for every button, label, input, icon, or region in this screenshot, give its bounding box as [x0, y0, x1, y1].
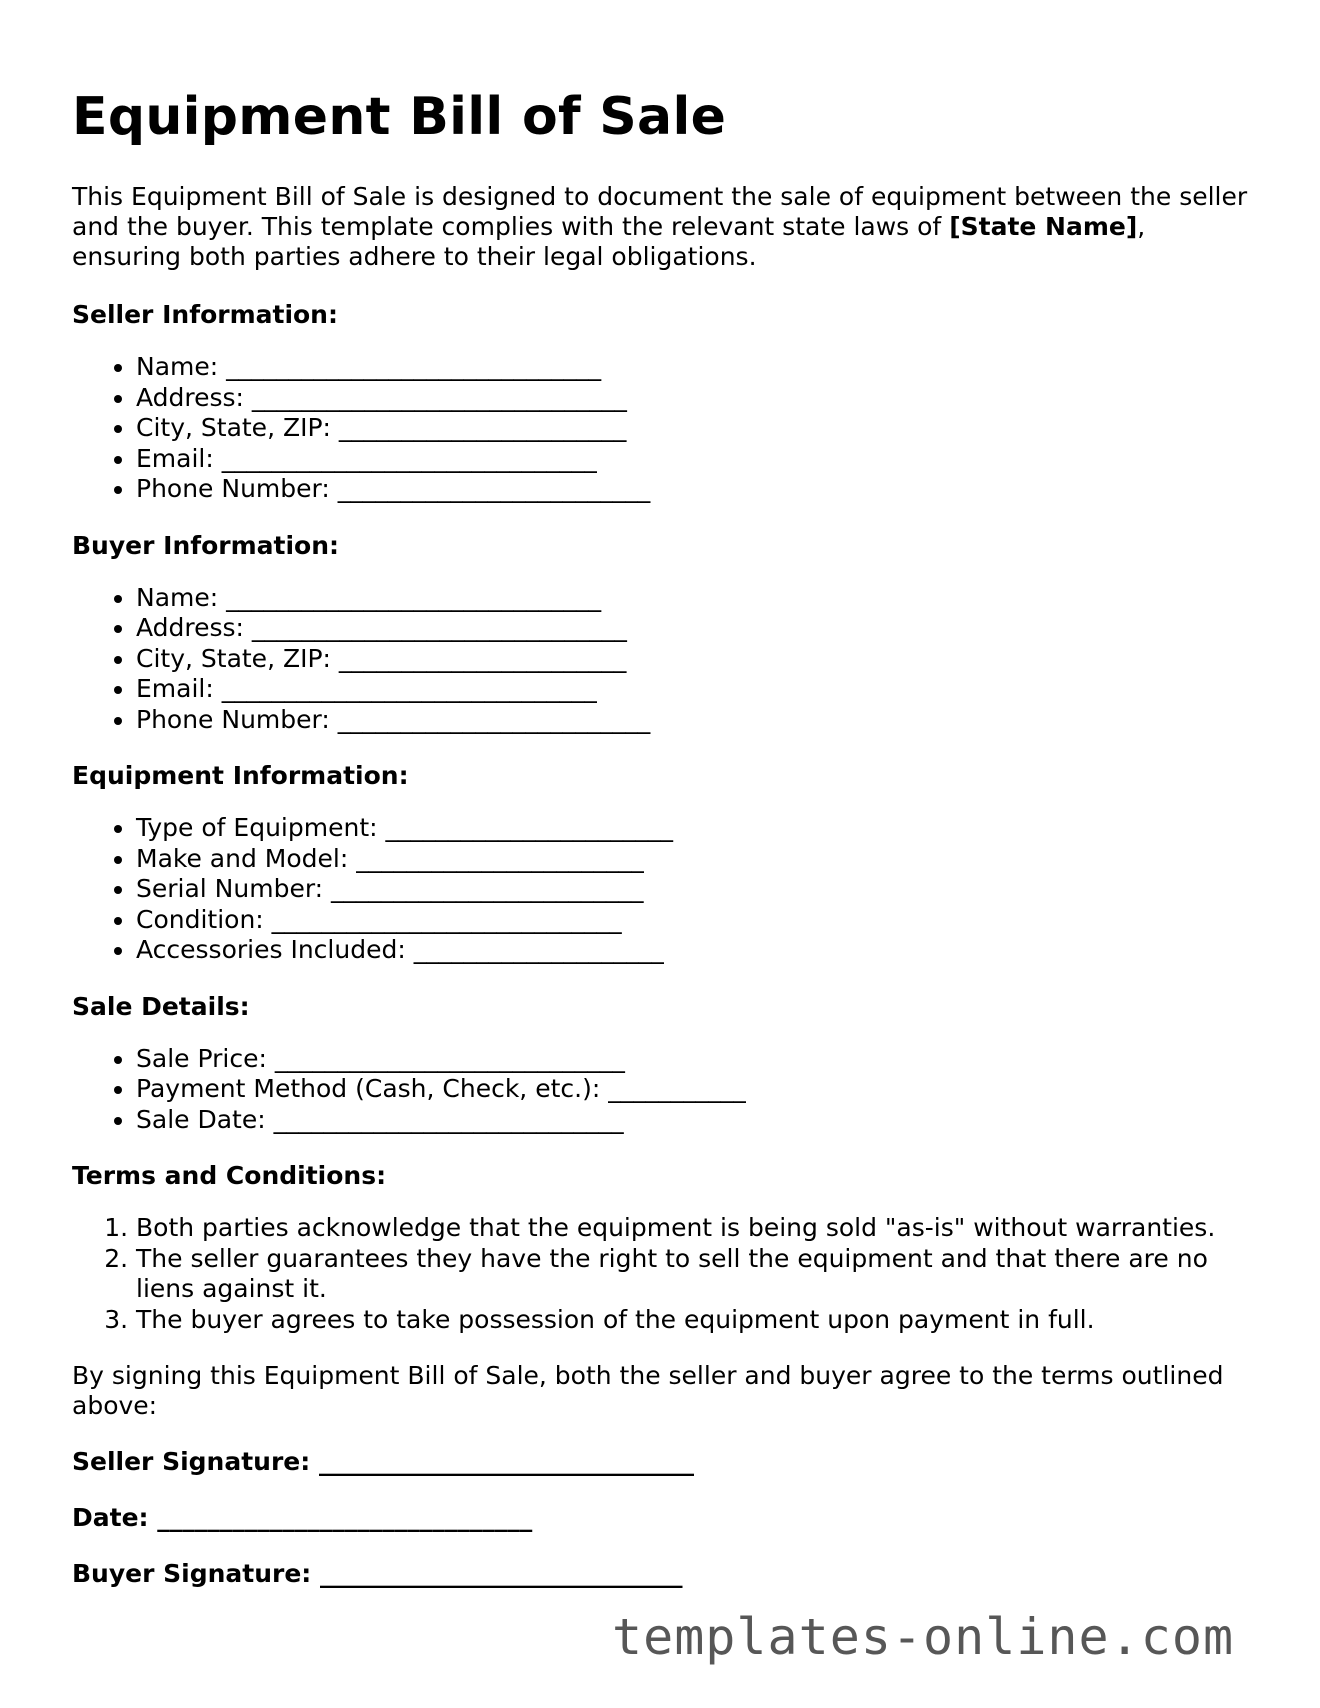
seller-phone-field: • Phone Number: _________________________	[136, 474, 1252, 505]
buyer-heading: Buyer Information:	[72, 530, 340, 560]
intro-text-start: This Equipment Bill of Sale is designed to document the sale of equipment between the seller and the buyer. This template complies with the relevant state laws of	[72, 182, 1248, 242]
seller-address-field: • Address: ______________________________	[136, 383, 1252, 414]
equipment-condition-field: • Condition: ____________________________	[136, 905, 1252, 936]
term-item: 2. The seller guarantees they have the right to sell the equipment and that there are no liens against it.	[136, 1244, 1252, 1305]
buyer-phone-field: • Phone Number: _________________________	[136, 705, 1252, 736]
seller-list	[72, 352, 1252, 505]
closing-paragraph: By signing this Equipment Bill of Sale, both the seller and buyer agree to the terms outlined above:	[72, 1361, 1224, 1421]
buyer-signature-line: Buyer Signature: _____________________________	[72, 1559, 683, 1589]
seller-city-state-zip-field: • City, State, ZIP: _______________________	[136, 413, 1252, 444]
buyer-city-state-zip-field: • City, State, ZIP: _______________________	[136, 644, 1252, 675]
buyer-address-field: • Address: ______________________________	[136, 613, 1252, 644]
document-page	[72, 86, 1252, 1615]
equipment-type-field: • Type of Equipment: _______________________	[136, 813, 1252, 844]
sale-payment-method-field: • Payment Method (Cash, Check, etc.): ___________	[136, 1074, 1252, 1105]
terms-list	[72, 1213, 1252, 1335]
equipment-make-model-field: • Make and Model: _______________________	[136, 844, 1252, 875]
seller-email-field: • Email: ______________________________	[136, 444, 1252, 475]
intro-paragraph	[72, 182, 1252, 272]
equipment-accessories-field: • Accessories Included: ____________________	[136, 935, 1252, 966]
buyer-email-field: • Email: ______________________________	[136, 674, 1252, 705]
seller-heading: Seller Information:	[72, 300, 338, 330]
terms-heading: Terms and Conditions:	[72, 1161, 387, 1191]
sale-price-field: • Sale Price: ____________________________	[136, 1044, 1252, 1075]
seller-signature-line: Seller Signature: ______________________________	[72, 1447, 694, 1477]
intro-text-end: , ensuring both parties adhere to their legal obligations.	[72, 212, 1146, 272]
term-item: 1. Both parties acknowledge that the equipment is being sold "as-is" without warranties.	[136, 1213, 1252, 1244]
page-title: Equipment Bill of Sale	[72, 87, 727, 147]
seller-name-field: • Name: ______________________________	[136, 352, 1252, 383]
watermark: templates-online.com	[612, 1608, 1235, 1666]
equipment-heading: Equipment Information:	[72, 761, 409, 791]
sale-list	[72, 1044, 1252, 1136]
equipment-serial-field: • Serial Number: _________________________	[136, 874, 1252, 905]
term-item: 3. The buyer agrees to take possession of the equipment upon payment in full.	[136, 1305, 1252, 1336]
buyer-name-field: • Name: ______________________________	[136, 583, 1252, 614]
sale-date-field: • Sale Date: ____________________________	[136, 1105, 1252, 1136]
state-name-placeholder: [State Name]	[949, 212, 1138, 242]
sale-heading: Sale Details:	[72, 991, 250, 1021]
buyer-list	[72, 583, 1252, 736]
equipment-list	[72, 813, 1252, 966]
date-line: Date: ______________________________	[72, 1503, 533, 1533]
